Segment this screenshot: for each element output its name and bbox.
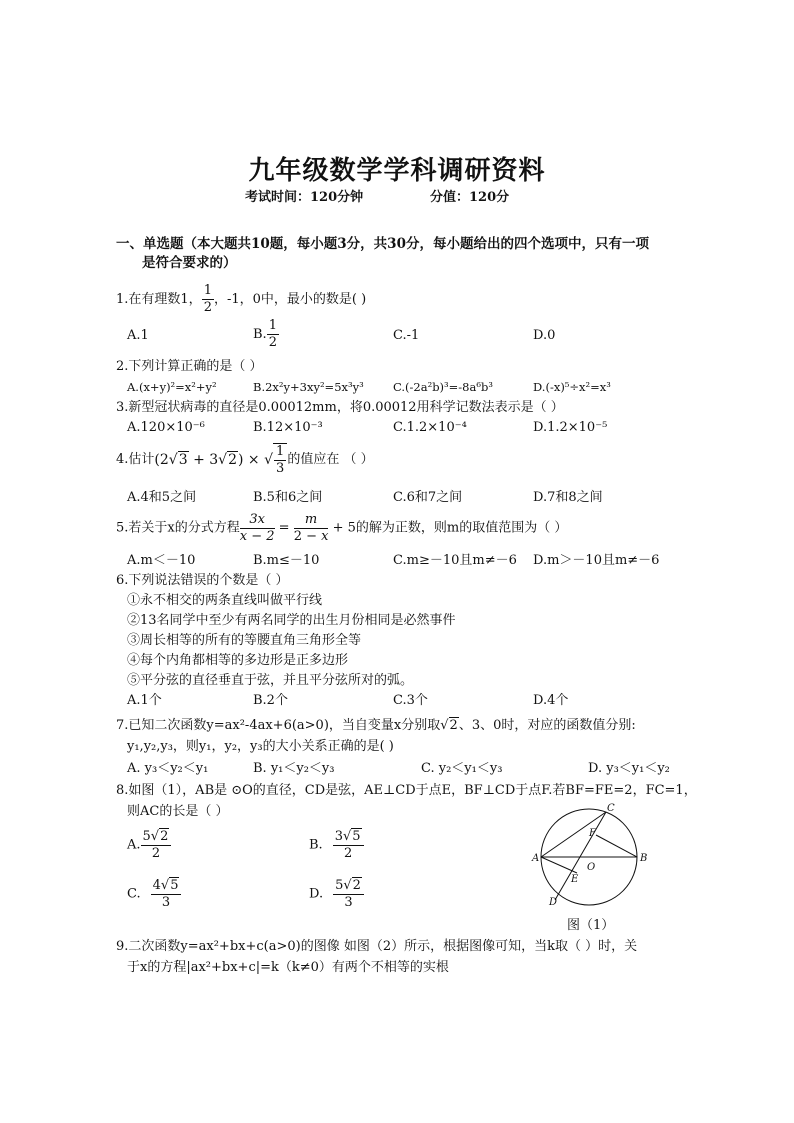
q7-stem-a: 7.已知二次函数y=ax²-4ax+6(a>0)，当自变量x分别取 bbox=[116, 718, 441, 733]
q8-option-b bbox=[309, 829, 364, 862]
exam-score: 分值：120分 bbox=[430, 190, 510, 205]
numerator: 1 bbox=[268, 318, 277, 333]
q6-option-b: B.2个 bbox=[253, 693, 288, 708]
question-6: 6.下列说法错误的个数是（ ） bbox=[116, 573, 289, 588]
q7-option-b: B. y₁＜y₂＜y₃ bbox=[253, 761, 335, 776]
q3-option-b: B.12×10⁻³ bbox=[253, 420, 323, 435]
label-e: E bbox=[571, 874, 579, 885]
q3-option-c: C.1.2×10⁻⁴ bbox=[393, 420, 467, 435]
q5-option-a: A.m＜－10 bbox=[127, 553, 196, 568]
label-o: O bbox=[587, 862, 596, 873]
section-heading: 一、单选题（本大题共10题，每小题3分，共30分，每小题给出的四个选项中，只有一项 bbox=[116, 236, 649, 252]
fraction-3x-over-x-2: $\frac{3x}{x - 2}$ bbox=[239, 512, 275, 544]
q4-expression: (2√3 + 3√2) × √ bbox=[154, 452, 274, 468]
q3-option-a: A.120×10⁻⁶ bbox=[127, 420, 205, 435]
q8-option-d bbox=[309, 878, 364, 911]
q1-option-b bbox=[253, 318, 279, 351]
q2-option-a: A.(x+y)²=x²+y² bbox=[127, 380, 217, 394]
question-5: 5.若关于x的分式方程 $\frac{3x}{x - 2}$ = $\frac{m}{2 - x}$ + 5的解为正数，则m的取值范围为（ ） bbox=[116, 512, 568, 544]
label-d: D bbox=[549, 897, 558, 908]
q7-option-a: A. y₃＜y₂＜y₁ bbox=[127, 761, 209, 776]
question-4 bbox=[116, 443, 374, 477]
label-c: C bbox=[607, 803, 615, 814]
option-label: C. bbox=[127, 886, 141, 902]
question-8-cont: 则AC的长是（ ） bbox=[127, 804, 229, 819]
q1-option-d: D.0 bbox=[533, 328, 556, 343]
q5-option-d: D.m＞－10且m≠－6 bbox=[533, 553, 660, 568]
section-heading-cont: 是符合要求的） bbox=[142, 255, 237, 271]
q2-option-c: C.(-2a²b)³=-8a⁶b³ bbox=[393, 380, 493, 394]
q7-option-c: C. y₂＜y₁＜y₃ bbox=[421, 761, 503, 776]
q4-option-d: D.7和8之间 bbox=[533, 490, 603, 505]
q4-option-b: B.5和6之间 bbox=[253, 490, 323, 505]
q5-option-b: B.m≤－10 bbox=[253, 553, 320, 568]
q5-stem-a: 5.若关于x的分式方程 bbox=[116, 520, 240, 536]
option-label: B. bbox=[253, 327, 267, 342]
q8-option-a bbox=[127, 829, 171, 862]
question-7-cont: y₁,y₂,y₃，则y₁，y₂，y₃的大小关系正确的是( ) bbox=[127, 739, 394, 754]
circle-figure bbox=[528, 800, 658, 908]
question-9-cont: 于x的方程|ax²+bx+c|=k（k≠0）有两个不相等的实根 bbox=[127, 960, 449, 975]
fraction-one-half bbox=[267, 318, 279, 351]
sqrt-one-third: $\frac{1}{3}$ bbox=[273, 443, 287, 477]
fraction-5-sqrt2-over-3: $\frac{5√2}{3}$ bbox=[333, 878, 364, 911]
denominator: 2 bbox=[203, 300, 212, 315]
numerator: 1 bbox=[203, 283, 212, 298]
q4-option-c: C.6和7之间 bbox=[393, 490, 463, 505]
label-a: A bbox=[532, 853, 540, 864]
q5-stem-b: 的解为正数，则m的取值范围为（ ） bbox=[355, 520, 568, 536]
figure-caption: 图（1） bbox=[567, 918, 615, 933]
question-7: 7.已知二次函数y=ax²-4ax+6(a>0)，当自变量x分别取√2、3、0时，对应的函数值分别: bbox=[116, 718, 636, 733]
fraction-m-over-2-x: $\frac{m}{2 - x}$ bbox=[293, 512, 329, 544]
q1-option-c: C.-1 bbox=[393, 328, 420, 343]
segment-ac bbox=[541, 812, 606, 857]
q1-option-a: A.1 bbox=[127, 328, 149, 343]
option-label: D. bbox=[309, 886, 324, 902]
question-9: 9.二次函数y=ax²+bx+c(a>0)的图像 如图（2）所示，根据图像可知，当k取（ ）时，关 bbox=[116, 939, 638, 954]
denominator: 2 bbox=[268, 335, 277, 350]
fraction-4-sqrt5-over-3: $\frac{4√5}{3}$ bbox=[151, 878, 182, 911]
q3-option-d: D.1.2×10⁻⁵ bbox=[533, 420, 608, 435]
q6-statement-4: ④每个内角都相等的多边形是正多边形 bbox=[127, 653, 349, 668]
chord-cd bbox=[555, 812, 606, 900]
q6-statement-5: ⑤平分弦的直径垂直于弦，并且平分弦所对的弧。 bbox=[127, 673, 414, 688]
fraction-one-half bbox=[202, 283, 214, 316]
q6-option-a: A.1个 bbox=[127, 693, 162, 708]
fraction-3-sqrt5-over-2: $\frac{3√5}{2}$ bbox=[333, 829, 364, 862]
exam-time: 考试时间：120分钟 bbox=[245, 190, 364, 205]
q8-option-c bbox=[127, 878, 181, 911]
q5-option-c: C.m≥－10且m≠－6 bbox=[393, 553, 517, 568]
question-8: 8.如图（1），AB是 ⊙O的直径，CD是弦，AE⊥CD于点E，BF⊥CD于点F.若BF=FE=2，FC=1， bbox=[116, 783, 697, 798]
q6-option-c: C.3个 bbox=[393, 693, 428, 708]
label-b: B bbox=[640, 853, 648, 864]
q1-stem-b: ，-1，0中，最小的数是( ) bbox=[213, 292, 367, 307]
q2-option-b: B.2x²y+3xy²=5x³y³ bbox=[253, 380, 364, 394]
q4-stem-a: 4.估计 bbox=[116, 452, 155, 467]
option-label: A. bbox=[127, 837, 141, 853]
q4-stem-b: 的值应在 （ ） bbox=[287, 452, 374, 467]
q7-option-d: D. y₃＜y₁＜y₂ bbox=[588, 761, 670, 776]
q4-option-a: A.4和5之间 bbox=[127, 490, 197, 505]
q6-statement-1: ①永不相交的两条直线叫做平行线 bbox=[127, 593, 323, 608]
segment-ae bbox=[541, 857, 577, 873]
q1-stem-a: 1.在有理数1， bbox=[116, 292, 202, 307]
q6-statement-3: ③周长相等的所有的等腰直角三角形全等 bbox=[127, 633, 362, 648]
question-2: 2.下列计算正确的是（ ） bbox=[116, 359, 263, 374]
q7-stem-b: 、3、0时，对应的函数值分别: bbox=[458, 718, 636, 733]
q6-statement-2: ②13名同学中至少有两名同学的出生月份相同是必然事件 bbox=[127, 613, 456, 628]
page-title: 九年级数学学科调研资料 bbox=[248, 156, 546, 186]
question-1 bbox=[116, 283, 366, 316]
question-3: 3.新型冠状病毒的直径是0.00012mm，将0.00012用科学记数法表示是（ ） bbox=[116, 400, 564, 415]
label-f: F bbox=[589, 828, 596, 839]
fraction-5-sqrt2-over-2: $\frac{5√2}{2}$ bbox=[141, 829, 172, 862]
q6-option-d: D.4个 bbox=[533, 693, 569, 708]
segment-bf bbox=[596, 835, 637, 857]
option-label: B. bbox=[309, 837, 323, 853]
q2-option-d: D.(-x)⁵÷x²=x³ bbox=[533, 380, 611, 394]
